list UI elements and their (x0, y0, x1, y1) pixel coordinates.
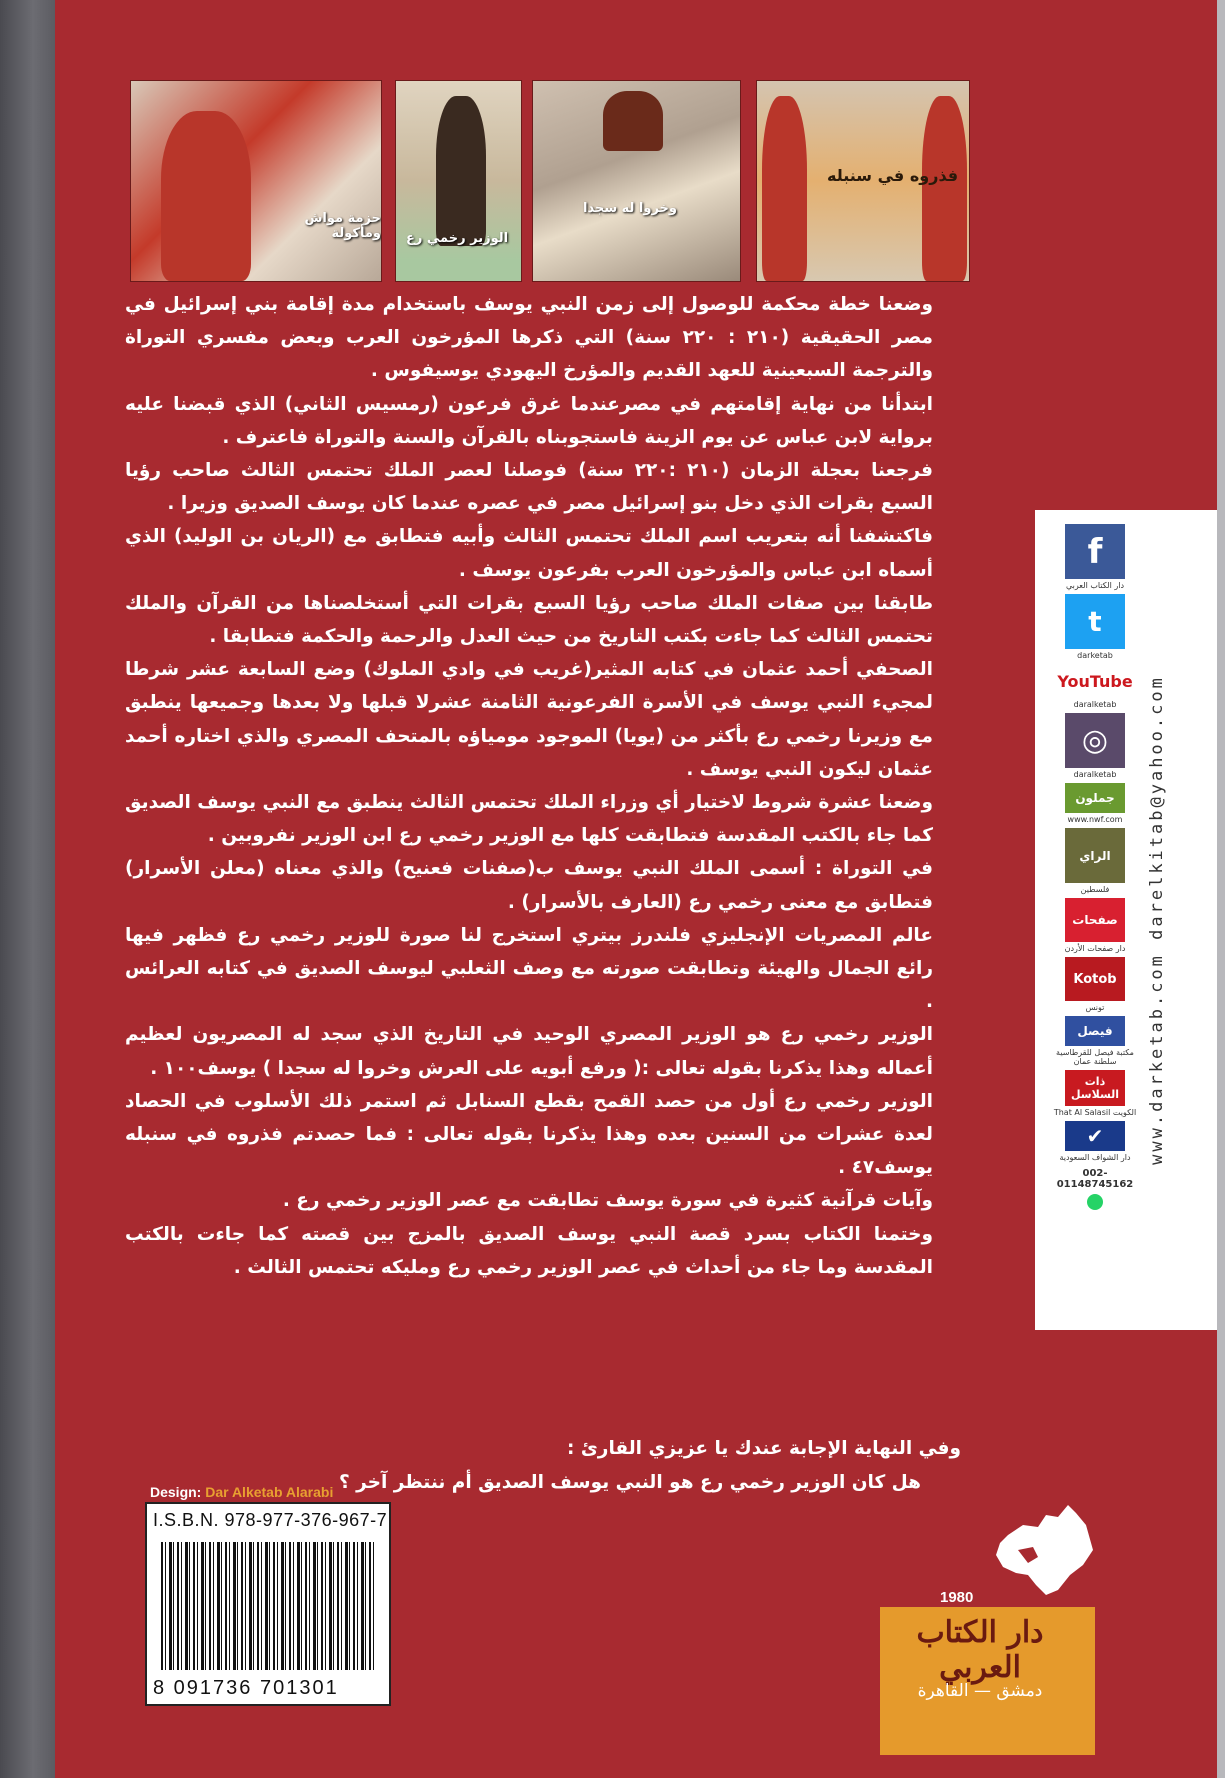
instagram-label: daralketab (1073, 770, 1117, 779)
kotob-glyph: Kotob (1065, 957, 1125, 1001)
safahat-glyph: صفحات (1065, 898, 1125, 942)
shawaf-glyph: ✔ (1065, 1121, 1125, 1151)
alraii-glyph: الراي (1065, 828, 1125, 883)
design-label: Design: (150, 1484, 202, 1500)
photo-2 (395, 80, 522, 282)
salasil-label: That Al Salasil الكويت (1053, 1108, 1137, 1117)
photo-2-caption: الوزير رخمي رع (406, 231, 509, 246)
salasil-icon[interactable] (1049, 1070, 1141, 1117)
photo-1 (130, 80, 382, 282)
twitter-glyph: t (1065, 594, 1125, 649)
paragraph: في التوراة : أسمى الملك النبي يوسف ب(صفنات فعنيح) والذي معناه (معلن الأسرار) فتطابق مع معنى رخمي رع (العارف بالأسرار) . (125, 858, 933, 913)
salasil-glyph: ذات السلاسل (1065, 1070, 1125, 1106)
twitter-icon[interactable] (1049, 594, 1141, 660)
social-panel (1035, 510, 1220, 1330)
facebook-icon[interactable] (1049, 524, 1141, 590)
photo-4-caption: فذروه في سنبله (827, 166, 959, 185)
synopsis-text (125, 288, 933, 1468)
barcode-number: 8 091736 701301 (153, 1677, 339, 1699)
publisher-name: دار الكتاب العربي (916, 1615, 1044, 1685)
barcode-bars (161, 1542, 375, 1670)
faisal-glyph: فيصل (1065, 1016, 1125, 1046)
paragraph: الوزير رخمي رع أول من حصد القمح بقطع السنابل ثم استمر ذلك الأسلوب في الحصاد لعدة عشرات من السنين بعده وهذا يذكرنا بقوله تعالى : فما حصدتم فذروه في سنبله يوسف٤٧ . (125, 1090, 933, 1179)
paragraph: الصحفي أحمد عثمان في كتابه المثير(غريب في وادي الملوك) وضع السابعة عشر شرطا لمجيء النبي يوسف في الأسرة الفرعونية الثامنة عشرلا قبلها ولا بعدها وجميعها ينطبق مع وزيرنا رخمي رع بأكثر من (يويا) الموجود مومياؤه بالمتحف المصري والذي اختاره أحمد عثمان ليكون النبي يوسف . (125, 659, 933, 780)
photo-1-caption: حزمة مواش ومأكولة (304, 211, 381, 241)
alraii-icon[interactable] (1049, 828, 1141, 894)
isbn-text: I.S.B.N. 978-977-376-967-7 (153, 1510, 388, 1530)
contact-url-vertical (1137, 540, 1177, 1300)
phone-number[interactable]: 002-01148745162 (1056, 1168, 1134, 1190)
social-icon-list (1049, 524, 1141, 1210)
publisher-year: 1980 (940, 1589, 974, 1606)
jamalon-label: www.nwf.com (1067, 815, 1123, 824)
youtube-label: daralketab (1073, 700, 1117, 709)
contact-url[interactable]: www.darketab.com darelkitab@yahoo.com (1147, 675, 1167, 1165)
photo-4 (756, 80, 970, 282)
book-spine (0, 0, 55, 1778)
safahat-icon[interactable] (1049, 898, 1141, 953)
kotob-label: تونس (1085, 1003, 1105, 1012)
barcode (145, 1502, 391, 1706)
youtube-icon[interactable] (1049, 664, 1141, 709)
instagram-icon[interactable] (1049, 713, 1141, 779)
paragraph: وضعنا خطة محكمة للوصول إلى زمن النبي يوسف باستخدام مدة إقامة بني إسرائيل في مصر الحقيقية (٢١٠ : ٢٢٠ سنة) التي ذكرها المؤرخون العرب وبعض مفسري التوراة والترجمة السبعينية للعهد القديم والمؤرخ اليهودي يوسيفوس . (125, 294, 933, 382)
twitter-label: darketab (1077, 651, 1113, 660)
kotob-icon[interactable] (1049, 957, 1141, 1012)
photo-3-caption: وخروا له سجدا (583, 201, 678, 216)
cover-edge (1217, 0, 1225, 1778)
paragraph: فاكتشفنا أنه بتعريب اسم الملك تحتمس الثالث وأبيه فتطابق مع (الريان بن الوليد) الذي أسماه ابن عباس والمؤرخون العرب بفرعون يوسف . (125, 526, 933, 581)
closing-line: وفي النهاية الإجابة عندك يا عزيزي القارئ : (567, 1438, 961, 1459)
paragraph: عالم المصريات الإنجليزي فلندرز بيتري استخرج لنا صورة للوزير رخمي رع فظهر فيها رائع الجمال والهيئة وتطابقت صورته مع وصف الثعلبي ليوسف الصديق في كتابه العرائس . (125, 924, 933, 1013)
faisal-icon[interactable] (1049, 1016, 1141, 1066)
youtube-glyph: YouTube (1065, 664, 1125, 698)
design-credit (150, 1484, 333, 1500)
shawaf-icon[interactable] (1049, 1121, 1141, 1162)
photo-strip (130, 80, 1100, 280)
shawaf-label: دار الشواف السعودية (1059, 1153, 1131, 1162)
alraii-label: فلسطين (1080, 885, 1110, 894)
designer-name: Dar Alketab Alarabi (205, 1484, 334, 1500)
facebook-glyph: f (1065, 524, 1125, 579)
closing-question: هل كان الوزير رخمي رع هو النبي يوسف الصديق أم ننتظر آخر ؟ (338, 1472, 921, 1493)
paragraph: وآيات قرآنية كثيرة في سورة يوسف تطابقت مع عصر الوزير رخمي رع . (282, 1190, 933, 1212)
safahat-label: دار صفحات الأردن (1064, 944, 1126, 953)
paragraph: وضعنا عشرة شروط لاختيار أي وزراء الملك تحتمس الثالث ينطبق مع النبي يوسف الصديق كما جاء بالكتب المقدسة فتطابقت كلها مع الوزير رخمي رع ابن الوزير نفروبين . (125, 792, 933, 847)
instagram-glyph: ◎ (1065, 713, 1125, 768)
jamalon-icon[interactable] (1049, 783, 1141, 824)
faisal-label: مكتبة فيصل للقرطاسية سلطنة عمان (1056, 1048, 1134, 1066)
publisher-cities: دمشق — القاهرة (917, 1681, 1043, 1701)
whatsapp-icon[interactable] (1087, 1194, 1103, 1210)
paragraph: فرجعنا بعجلة الزمان (٢١٠ :٢٢٠ سنة) فوصلنا لعصر الملك تحتمس الثالث صاحب رؤيا السبع بقرات الذي دخل بنو إسرائيل مصر في عصره عندما كان يوسف الصديق وزيرا . (125, 460, 933, 515)
publisher-logo (880, 1495, 1095, 1755)
paragraph: ابتدأنا من نهاية إقامتهم في مصرعندما غرق فرعون (رمسيس الثاني) الذي قبضنا عليه برواية لابن عباس عن يوم الزينة فاستجوبناه بالقرآن والسنة والتوراة فاعترف . (125, 393, 933, 448)
paragraph: طابقنا بين صفات الملك صاحب رؤيا السبع بقرات التي أستخلصناها من القرآن والملك تحتمس الثالث كما جاءت بكتب التاريخ من حيث العدل والرحمة والحكمة فتطابقا . (125, 592, 933, 648)
paragraph: وختمنا الكتاب بسرد قصة النبي يوسف الصديق بالمزج بين قصته كما جاءت بالكتب المقدسة وما جاء من أحداث في عصر الوزير رخمي رع ومليكه تحتمس الثالث . (125, 1223, 933, 1278)
facebook-label: دار الكتاب العربي (1065, 581, 1125, 590)
jamalon-glyph: جملون (1065, 783, 1125, 813)
paragraph: الوزير رخمي رع هو الوزير المصري الوحيد في التاريخ الذي سجد له المصريون لعظيم أعماله وهذا يذكرنا بقوله تعالى :( ورفع أبويه على العرش وخروا له سجدا ) يوسف١٠٠ . (125, 1024, 933, 1079)
photo-3 (532, 80, 741, 282)
arab-world-map-icon (988, 1495, 1095, 1605)
